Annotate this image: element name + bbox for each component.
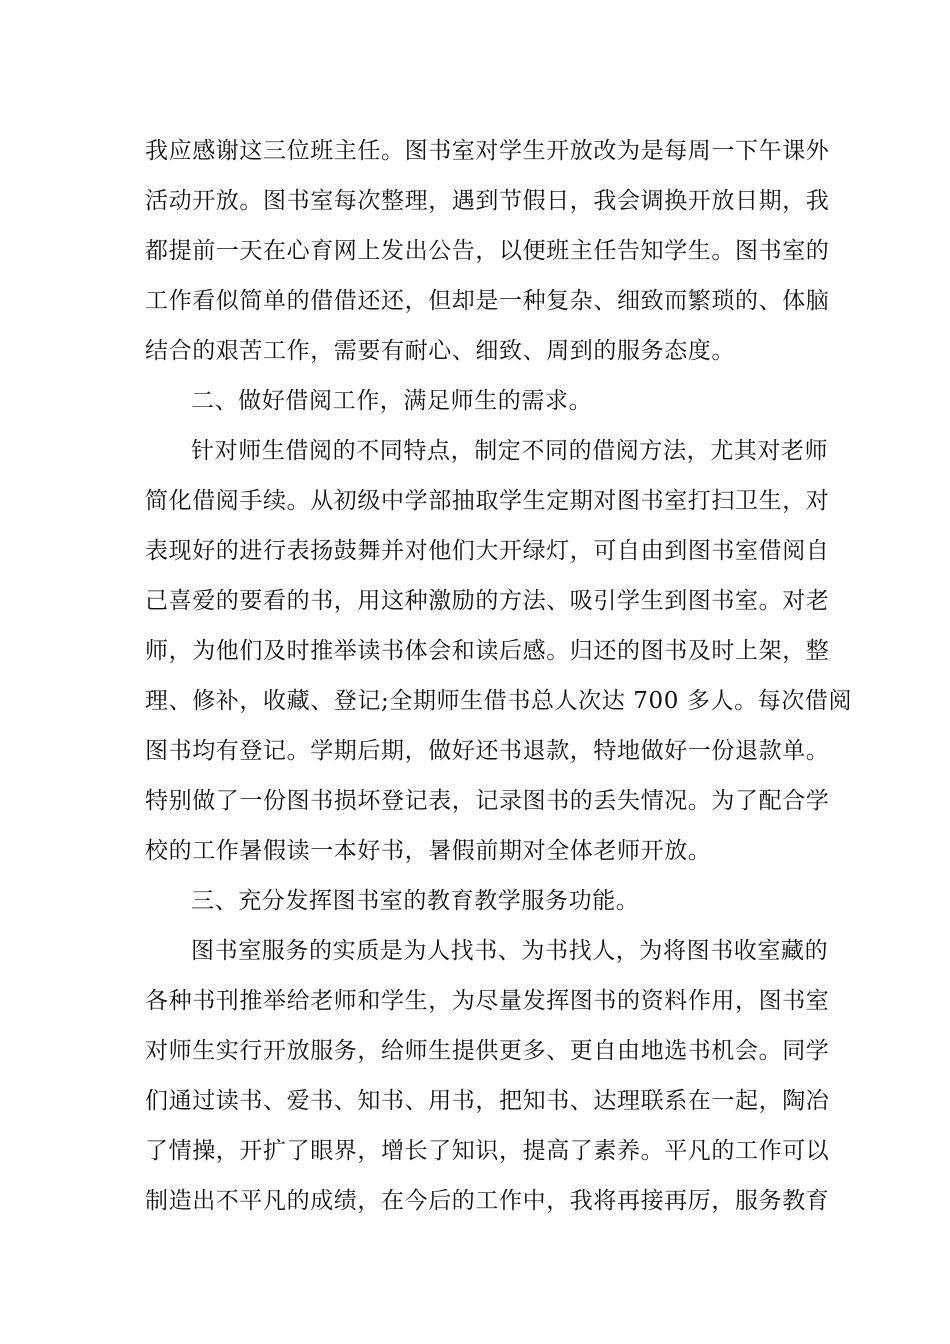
text-line: 特别做了一份图书损坏登记表，记录图书的丢失情况。为了配合学 — [145, 788, 830, 814]
paragraph-first-line: 图书室服务的实质是为人找书、为书找人，为将图书收室藏的 — [191, 938, 829, 964]
paragraph-first-line: 针对师生借阅的不同特点，制定不同的借阅方法，尤其对老师 — [191, 438, 829, 464]
text-line: 对师生实行开放服务，给师生提供更多、更自由地选书机会。同学 — [145, 1038, 830, 1064]
text-line: 师，为他们及时推举读书体会和读后感。归还的图书及时上架，整 — [145, 638, 830, 664]
document-body — [145, 126, 853, 1226]
text-line: 都提前一天在心育网上发出公告，以便班主任告知学生。图书室的 — [145, 238, 830, 264]
text-line: 工作看似简单的借借还还，但却是一种复杂、细致而繁琐的、体脑 — [145, 288, 830, 314]
text-line: 制造出不平凡的成绩，在今后的工作中，我将再接再厉，服务教育 — [145, 1188, 830, 1214]
text-line: 我应感谢这三位班主任。图书室对学生开放改为是每周一下午课外 — [145, 138, 830, 164]
text-line: 们通过读书、爱书、知书、用书，把知书、达理联系在一起，陶冶 — [145, 1088, 830, 1114]
text-line: 活动开放。图书室每次整理，遇到节假日，我会调换开放日期，我 — [145, 188, 830, 214]
text-line: 简化借阅手续。从初级中学部抽取学生定期对图书室打扫卫生，对 — [145, 488, 830, 514]
section-heading: 三、充分发挥图书室的教育教学服务功能。 — [191, 888, 640, 914]
text-line: 己喜爱的要看的书，用这种激励的方法、吸引学生到图书室。对老 — [145, 588, 830, 614]
text-line: 各种书刊推举给老师和学生，为尽量发挥图书的资料作用，图书室 — [145, 988, 830, 1014]
text-line: 了情操，开扩了眼界，增长了知识，提高了素养。平凡的工作可以 — [145, 1138, 830, 1164]
text-line: 校的工作暑假读一本好书，暑假前期对全体老师开放。 — [145, 838, 712, 864]
text-line: 理、修补，收藏、登记;全期师生借书总人次达 700 多人。每次借阅 — [145, 688, 853, 714]
text-line: 表现好的进行表扬鼓舞并对他们大开绿灯，可自由到图书室借阅自 — [145, 538, 830, 564]
text-line: 图书均有登记。学期后期，做好还书退款，特地做好一份退款单。 — [145, 738, 830, 764]
section-heading: 二、做好借阅工作，满足师生的需求。 — [191, 388, 593, 414]
text-line: 结合的艰苦工作，需要有耐心、细致、周到的服务态度。 — [145, 338, 735, 364]
